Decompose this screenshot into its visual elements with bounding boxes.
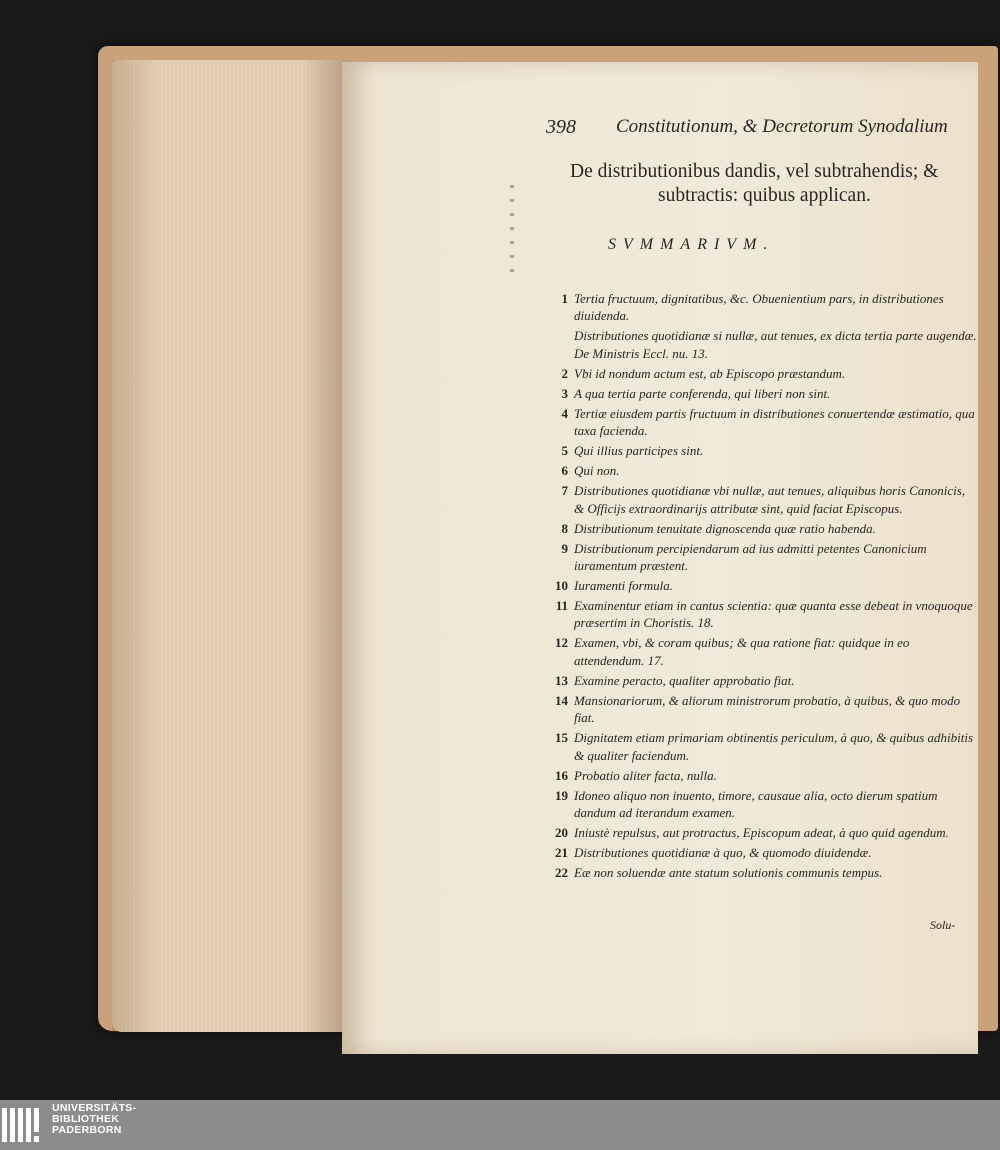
list-item	[538, 462, 978, 479]
entry-number: 6	[561, 463, 568, 479]
list-item	[538, 442, 978, 459]
list-item	[538, 844, 978, 861]
library-name	[52, 1103, 136, 1136]
catchword: Solu-	[930, 918, 956, 932]
library-name-line1: UNIVERSITÄTS-	[52, 1102, 137, 1114]
entry-text: Iniustè repulsus, aut protractus, Episcopum adeat, à quo quid agendum.	[574, 825, 949, 841]
library-logo-icon	[2, 1106, 46, 1144]
entry-number: 14	[555, 692, 568, 708]
entry-number: 2	[561, 365, 568, 381]
library-name-line2: BIBLIOTHEK	[52, 1113, 120, 1125]
page-number: 398	[546, 116, 576, 138]
entry-number: 7	[561, 483, 568, 499]
list-item	[538, 864, 978, 881]
list-item	[538, 787, 978, 822]
page-content	[538, 112, 978, 884]
entry-text: Qui illius participes sint.	[574, 443, 704, 459]
list-item	[538, 577, 978, 594]
list-item	[538, 482, 978, 517]
list-item	[538, 327, 978, 362]
entry-number: 10	[555, 578, 568, 594]
entry-text: Distributiones quotidianæ à quo, & quomodo diuidendæ.	[574, 845, 872, 861]
list-item	[538, 824, 978, 841]
entry-text: Distributionum percipiendarum ad ius admitti petentes Canonicium iuramentum præstent.	[574, 540, 927, 574]
entry-number: 9	[561, 540, 568, 556]
entry-text: A qua tertia parte conferenda, qui liberi non sint.	[574, 385, 831, 401]
section-title-line2: subtractis: quibus applican.	[658, 185, 871, 206]
entry-text: Probatio aliter facta, nulla.	[574, 767, 717, 783]
page-header	[538, 112, 978, 140]
summary-heading: SVMMARIVM.	[608, 236, 775, 253]
binding-marks	[510, 185, 514, 275]
entry-text: Distributiones quotidianæ vbi nullæ, aut tenues, aliquibus horis Canonicis, & Officijs extraordinarijs attributæ sint, quid faciat Episcopus.	[574, 483, 966, 516]
entry-text: Iuramenti formula.	[574, 578, 673, 594]
entry-text: Tertia fructuum, dignitatibus, &c. Obuenientium pars, in distributiones diuidenda.	[574, 291, 944, 324]
entry-number: 20	[555, 825, 568, 841]
entry-number: 21	[555, 845, 568, 861]
page-edges	[112, 60, 350, 1032]
entry-text: Examine peracto, qualiter approbatio fiat.	[574, 672, 795, 688]
list-item	[538, 405, 978, 440]
entry-number: 19	[555, 787, 568, 803]
entry-number: 3	[561, 385, 568, 401]
entry-text: Idoneo aliquo non inuento, timore, causaue alia, octo dierum spatium dandum ad iterandum examen.	[574, 787, 938, 821]
list-item	[538, 634, 978, 669]
entry-text: Distributionum tenuitate dignoscenda quæ ratio habenda.	[574, 520, 876, 536]
entry-number: 5	[561, 443, 568, 459]
list-item	[538, 597, 978, 632]
entry-number: 1	[561, 291, 568, 306]
entry-number: 15	[555, 730, 568, 746]
entry-text: Examen, vbi, & coram quibus; & qua ratione fiat: quidque in eo attendendum. 17.	[574, 635, 910, 668]
entry-number: 16	[555, 767, 568, 783]
running-head: Constitutionum, & Decretorum Synodalium	[616, 116, 948, 137]
library-name-line3: PADERBORN	[52, 1124, 122, 1136]
entry-text: Dignitatem etiam primariam obtinentis periculum, à quo, & quibus adhibitis & qualiter faciendum.	[574, 730, 974, 763]
list-item	[538, 385, 978, 402]
entry-text: Qui non.	[574, 463, 620, 479]
list-item	[538, 672, 978, 689]
entry-number: 8	[561, 520, 568, 536]
list-item	[538, 290, 978, 325]
entry-text: Distributiones quotidianæ si nullæ, aut tenues, ex dicta tertia parte augendæ. De Ministris Eccl. nu. 13.	[574, 328, 977, 361]
entry-text: Examinentur etiam in cantus scientia: quæ quanta esse debeat in vnoquoque præsertim in Choristis. 18.	[574, 598, 973, 631]
section-title	[570, 160, 978, 208]
list-item	[538, 540, 978, 575]
list-item	[538, 692, 978, 727]
list-item	[538, 729, 978, 764]
entry-number: 13	[555, 672, 568, 688]
entry-number: 12	[555, 635, 568, 651]
entry-number: 4	[561, 405, 568, 421]
entry-text: Tertiæ eiusdem partis fructuum in distributiones conuertendæ æstimatio, qua taxa facienda.	[574, 405, 975, 439]
entry-text: Vbi id nondum actum est, ab Episcopo præstandum.	[574, 365, 846, 381]
list-item	[538, 365, 978, 382]
list-item	[538, 767, 978, 784]
section-title-line1: De distributionibus dandis, vel subtrahendis; &	[570, 161, 939, 182]
entry-text: Mansionariorum, & aliorum ministrorum probatio, à quibus, & quo modo fiat.	[574, 692, 961, 726]
entry-text: Eæ non soluendæ ante statum solutionis communis tempus.	[574, 865, 883, 881]
summary-list	[538, 290, 978, 881]
list-item	[538, 520, 978, 537]
entry-number: 22	[555, 865, 568, 881]
footer-bar	[0, 1100, 1000, 1150]
entry-number: 11	[555, 598, 568, 614]
